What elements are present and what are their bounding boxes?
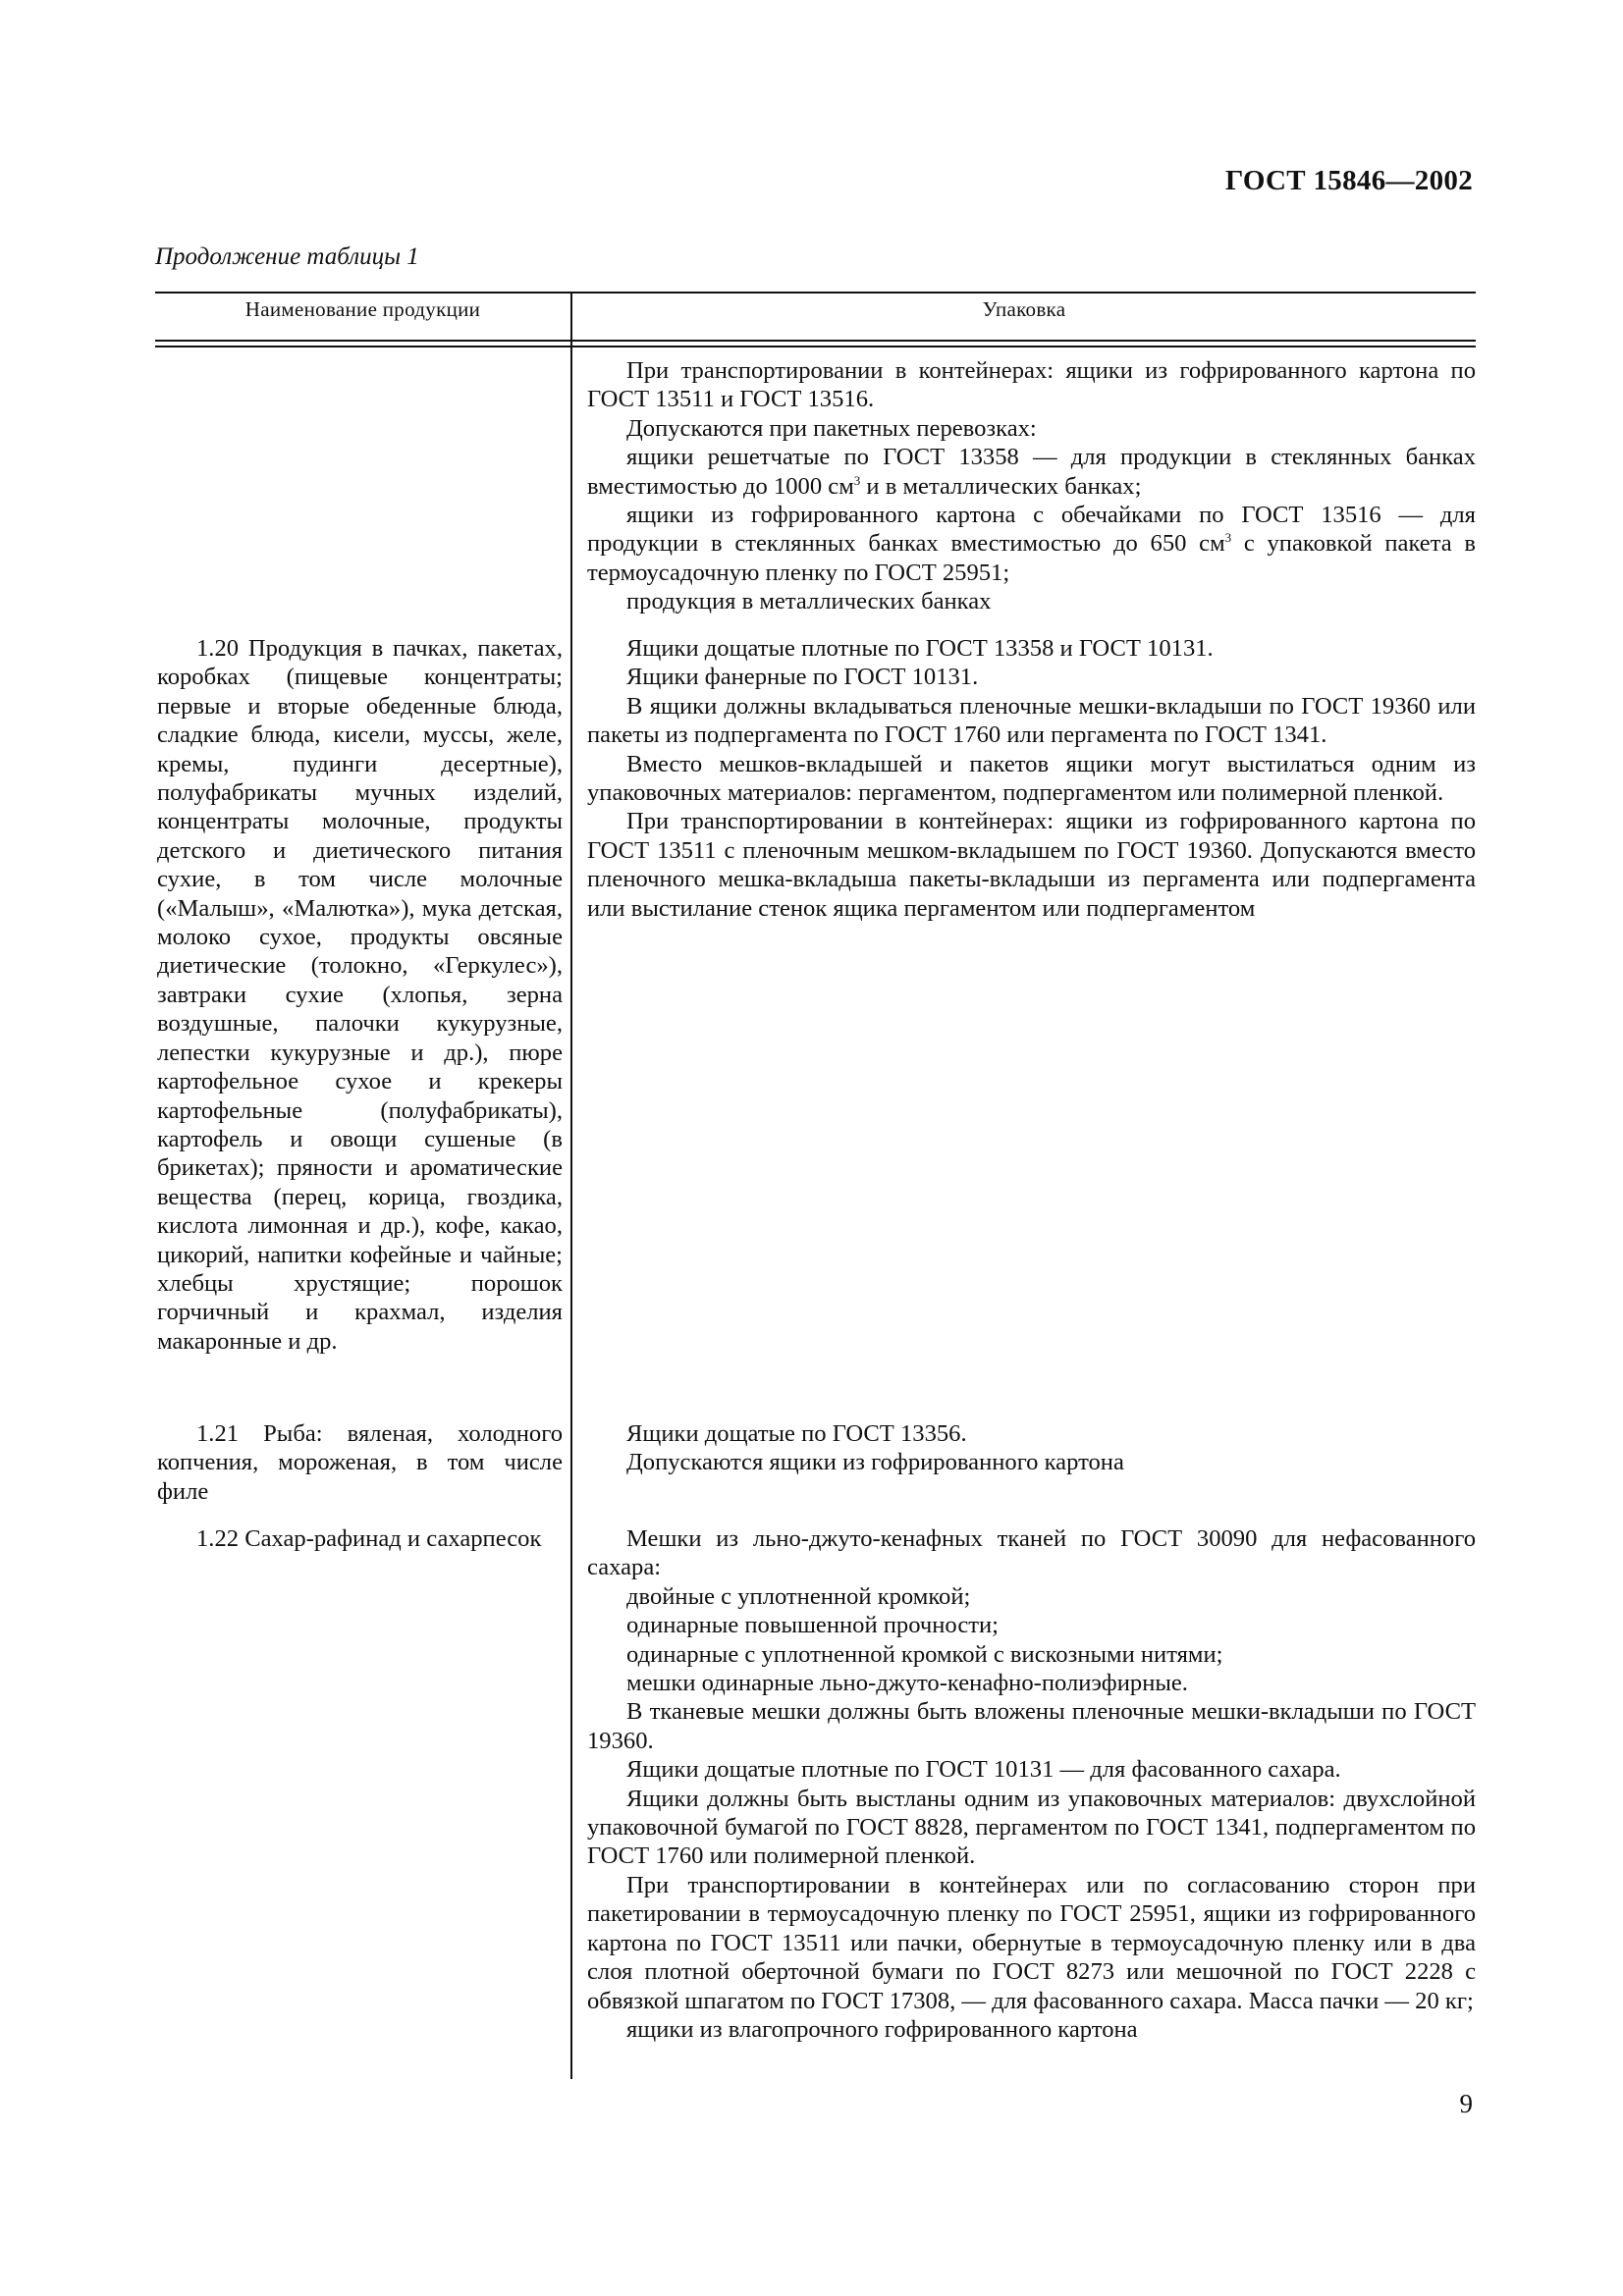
paragraph: Ящики фанерные по ГОСТ 10131. [626, 664, 979, 691]
list-item: одинарные с уплотненной кромкой с вискозными нитями; [626, 1640, 1223, 1668]
page-number: 9 [1459, 2089, 1473, 2118]
paragraph: В тканевые мешки должны быть вложены пленочные мешки-вкладыши по ГОСТ 19360. [587, 1698, 1476, 1754]
text-span: и в металлических банках; [860, 472, 1142, 500]
paragraph: При транспортировании в контейнерах: ящики из гофрированного картона по ГОСТ 13511 с пленочным мешком-вкладышем по ГОСТ 19360. Допускаются вместо пленочного мешка-вкладыша пакеты-вкладыши из пергамента или подпергамента или выстилание стенок ящика пергаментом или подпергаментом [587, 808, 1476, 922]
paragraph: Мешки из льно-джуто-кенафных тканей по ГОСТ 30090 для нефасованного сахара: [587, 1525, 1476, 1581]
paragraph: Допускаются ящики из гофрированного картона [626, 1449, 1124, 1476]
row-1-21-product: 1.21 Рыба: вяленая, холодного копчения, мороженая, в том числе филе [157, 1420, 563, 1505]
table-top-rule [155, 292, 1476, 294]
document-standard-number: ГОСТ 15846—2002 [1224, 165, 1473, 196]
row-1-20-product: 1.20 Продукция в пачках, пакетах, коробках (пищевые концентраты; первые и вторые обеденные блюда, сладкие блюда, кисели, муссы, желе, кремы, пудинги десертные), полуфабрикаты мучных изделий, концентраты молочные, продукты детского и диетического питания сухие, в том числе молочные («Малыш», «Малютка»), мука детская, молоко сухое, продукты овсяные диетические (толокно, «Геркулес»), завтраки сухие (хлопья, зерна воздушные, палочки кукурузные, лепестки кукурузные и др.), пюре картофельное сухое и крекеры картофельные (полуфабрикаты), картофель и овощи сушеные (в брикетах); пряности и ароматические вещества (перец, корица, гвоздика, кислота лимонная и др.), кофе, какао, цикорий, напитки кофейные и чайные; хлебцы хрустящие; порошок горчичный и крахмал, изделия макаронные и др. [157, 635, 563, 1355]
paragraph: продукция в металлических банках [626, 588, 992, 615]
paragraph [587, 501, 1476, 587]
column-header-product: Наименование продукции [244, 297, 481, 321]
row-1-22-packaging [587, 1524, 1476, 2044]
list-item: мешки одинарные льно-джуто-кенафно-полиэфирные. [626, 1670, 1188, 1697]
column-divider [570, 292, 572, 2079]
row-1-22-product: 1.22 Сахар-рафинад и сахарпесок [196, 1525, 542, 1552]
list-item: двойные с уплотненной кромкой; [626, 1582, 971, 1610]
column-header-packaging: Упаковка [982, 297, 1066, 321]
row-continuation-packaging [587, 356, 1476, 616]
paragraph: Ящики должны быть выстланы одним из упаковочных материалов: двухслойной упаковочной бумагой по ГОСТ 8828, пергаментом по ГОСТ 1341, подпергаментом по ГОСТ 1760 или полимерной пленкой. [587, 1785, 1476, 1870]
paragraph: При транспортировании в контейнерах: ящики из гофрированного картона по ГОСТ 13511 и ГОСТ 13516. [587, 357, 1476, 413]
superscript: 3 [853, 472, 861, 488]
paragraph: Допускаются при пакетных перевозках: [626, 414, 1037, 442]
text-span: ящики из гофрированного картона с обечайками по ГОСТ 13516 — для продукции в стеклянных банках вместимостью до 650 см [587, 502, 1476, 558]
paragraph: ящики из влагопрочного гофрированного картона [626, 2015, 1138, 2043]
paragraph: Ящики дощатые по ГОСТ 13356. [626, 1420, 967, 1447]
table-caption: Продолжение таблицы 1 [155, 243, 419, 270]
row-1-21-packaging [587, 1419, 1476, 1477]
header-rule-1 [155, 340, 1476, 342]
list-item: одинарные повышенной прочности; [626, 1612, 999, 1639]
paragraph: Вместо мешков-вкладышей и пакетов ящики могут выстилаться одним из упаковочных материалов: пергаментом, подпергаментом или полимерной пленкой. [587, 750, 1476, 807]
paragraph: При транспортировании в контейнерах или по согласованию сторон при пакетировании в термоусадочную пленку по ГОСТ 25951, ящики из гофрированного картона по ГОСТ 13511 или пачки, обернутые в термоусадочную пленку или в два слоя плотной оберточной бумаги по ГОСТ 8273 или мешочной по ГОСТ 2228 с обвязкой шпагатом по ГОСТ 17308, — для фасованного сахара. Масса пачки — 20 кг; [587, 1871, 1476, 2014]
row-1-20-packaging [587, 634, 1476, 923]
superscript: 3 [1224, 530, 1232, 546]
paragraph: В ящики должны вкладываться пленочные мешки-вкладыши по ГОСТ 19360 или пакеты из подпергамента по ГОСТ 1760 или пергамента по ГОСТ 1341. [587, 692, 1476, 749]
text-span: ящики решетчатые по ГОСТ 13358 — для продукции в стеклянных банках вместимостью до 1000 см [587, 444, 1476, 500]
header-rule-2 [155, 346, 1476, 347]
paragraph: Ящики дощатые плотные по ГОСТ 10131 — для фасованного сахара. [626, 1756, 1341, 1784]
text-span: с упаковкой пакета в термоусадочную пленку по ГОСТ 25951; [587, 530, 1477, 586]
paragraph [587, 443, 1476, 501]
paragraph: Ящики дощатые плотные по ГОСТ 13358 и ГОСТ 10131. [626, 635, 1214, 662]
